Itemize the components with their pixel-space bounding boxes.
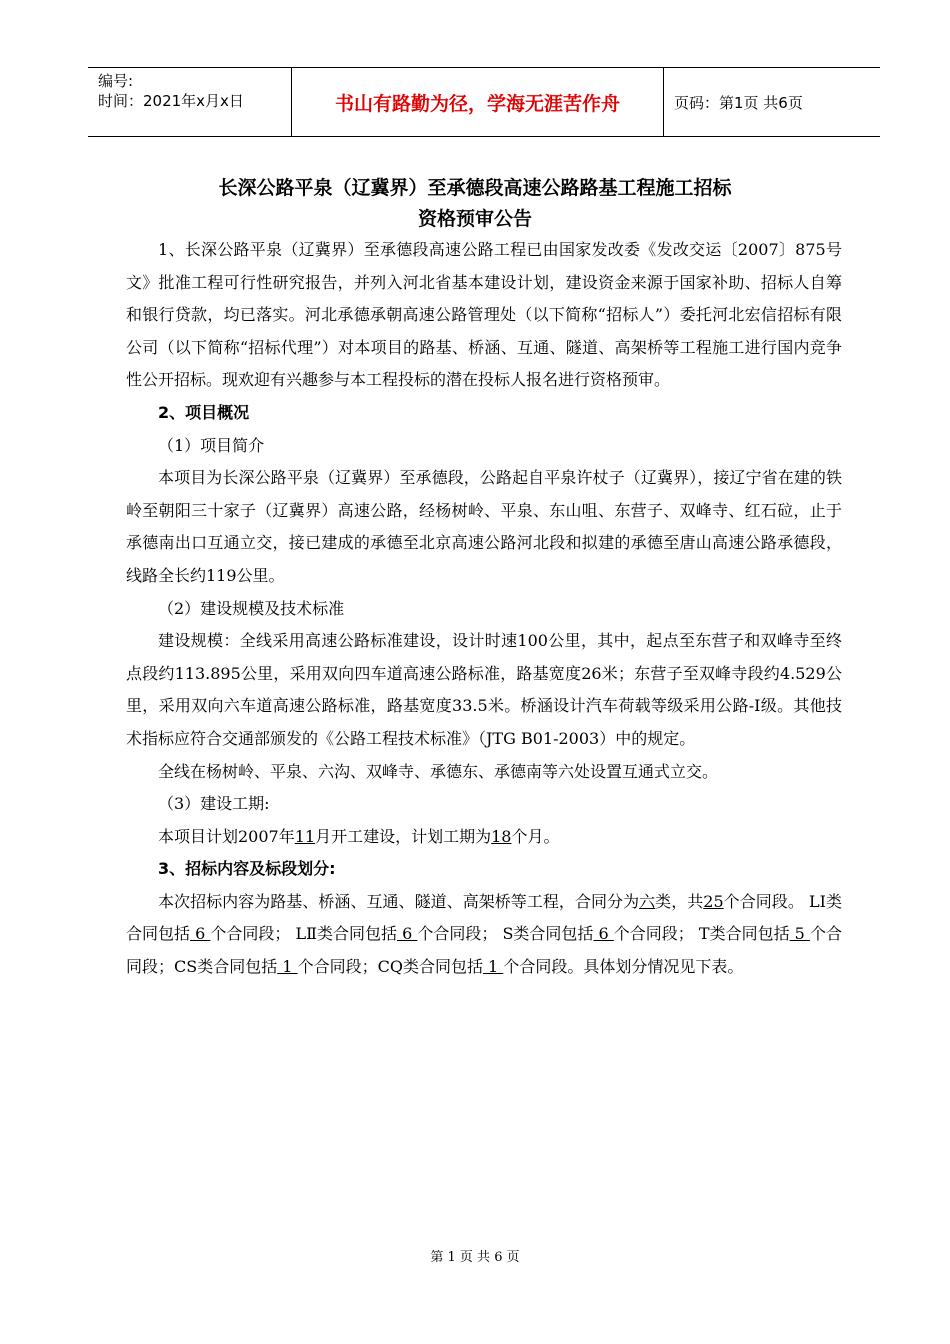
text-span: 个月。	[511, 826, 560, 846]
text-span: 个合同段； T类合同包括	[613, 924, 790, 944]
text-span: 类，共	[655, 891, 704, 911]
cq-count: 1	[482, 957, 504, 977]
subheading-scale-standards: （2）建设规模及技术标准	[158, 598, 345, 618]
lii-count: 6	[397, 924, 418, 944]
text-span: 个合同段。 LI类合同包括	[126, 891, 842, 944]
li-count: 6	[190, 924, 211, 944]
duration-months: 18	[491, 826, 512, 846]
text-span: 个合同段；CQ类合同包括	[297, 957, 483, 977]
paragraph-interchanges: 全线在杨树岭、平泉、六沟、双峰寺、承德东、承德南等六处设置互通式立交。	[158, 761, 719, 781]
text-span: 个合同段； S类合同包括	[417, 924, 594, 944]
document-title: 长深公路平泉（辽冀界）至承德段高速公路路基工程施工招标	[218, 177, 732, 199]
heading-bid-sections: 3、招标内容及标段划分:	[158, 859, 336, 879]
contract-total-count: 25	[703, 891, 724, 911]
header-page-number: 页码：第1页 共6页	[674, 93, 803, 112]
paragraph-project-intro: 本项目为长深公路平泉（辽冀界）至承德段，公路起自平泉许杖子（辽冀界），接辽宁省在建的铁岭至朝阳三十家子（辽冀界）高速公路，经杨树岭、平泉、东山咀、东营子、双峰寺、红石砬，止于承德南出口互通立交，接已建成的承德至北京高速公路河北段和拟建的承德至唐山高速公路承德段，线路全长约119公里。	[126, 468, 842, 585]
paragraph-scale-standards: 建设规模：全线采用高速公路标准建设，设计时速100公里，其中，起点至东营子和双峰寺至终点段约113.895公里，采用双向四车道高速公路标准，路基宽度26米；东营子至双峰寺段约4.529公里，采用双向六车道高速公路标准，路基宽度33.5米。桥涵设计汽车荷载等级采用公路-I级。其他技术指标应符合交通部颁发的《公路工程技术标准》（JTG B01-2003）中的规定。	[126, 631, 842, 748]
document-subtitle: 资格预审公告	[417, 208, 532, 230]
start-month: 11	[294, 826, 316, 846]
page-header	[88, 67, 880, 137]
page-footer: 第 1 页 共 6 页	[430, 1250, 520, 1265]
text-span: 个合同段； LⅡ类合同包括	[210, 924, 397, 944]
subheading-schedule: （3）建设工期:	[158, 794, 270, 814]
subheading-project-intro: （1）项目简介	[158, 435, 265, 455]
paragraph-bid-sections	[126, 886, 842, 984]
paragraph-schedule	[126, 821, 842, 854]
text-span: 本次招标内容为路基、桥涵、互通、隧道、高架桥等工程，合同分为	[158, 891, 640, 911]
header-meta	[88, 68, 292, 136]
document-body	[126, 234, 842, 984]
time-label: 时间：2021年x月x日	[98, 92, 244, 110]
s-count: 6	[593, 924, 614, 944]
t-count: 5	[789, 924, 810, 944]
text-span: 个合同段；CS类合同包括	[126, 924, 842, 977]
paragraph-intro: 1、长深公路平泉（辽冀界）至承德段高速公路工程已由国家发改委《发改交运〔2007〕875号文》批准工程可行性研究报告，并列入河北省基本建设计划，建设资金来源于国家补助、招标人自筹和银行贷款，均已落实。河北承德承朝高速公路管理处（以下简称“招标人”）委托河北宏信招标有限公司（以下简称“招标代理”）对本项目的路基、桥涵、互通、隧道、高架桥等工程施工进行国内竞争性公开招标。现欢迎有兴趣参与本工程投标的潜在投标人报名进行资格预审。	[126, 240, 842, 390]
heading-project-overview: 2、项目概况	[158, 402, 250, 422]
code-label: 编号:	[98, 72, 134, 90]
text-span: 个合同段。具体划分情况见下表。	[503, 957, 744, 977]
contract-types-count: 六	[639, 891, 656, 911]
text-span: 本项目计划2007年	[158, 826, 295, 846]
text-span: 月开工建设，计划工期为	[315, 826, 492, 846]
cs-count: 1	[277, 957, 298, 977]
header-motto: 书山有路勤为径，学海无涯苦作舟	[292, 68, 664, 136]
